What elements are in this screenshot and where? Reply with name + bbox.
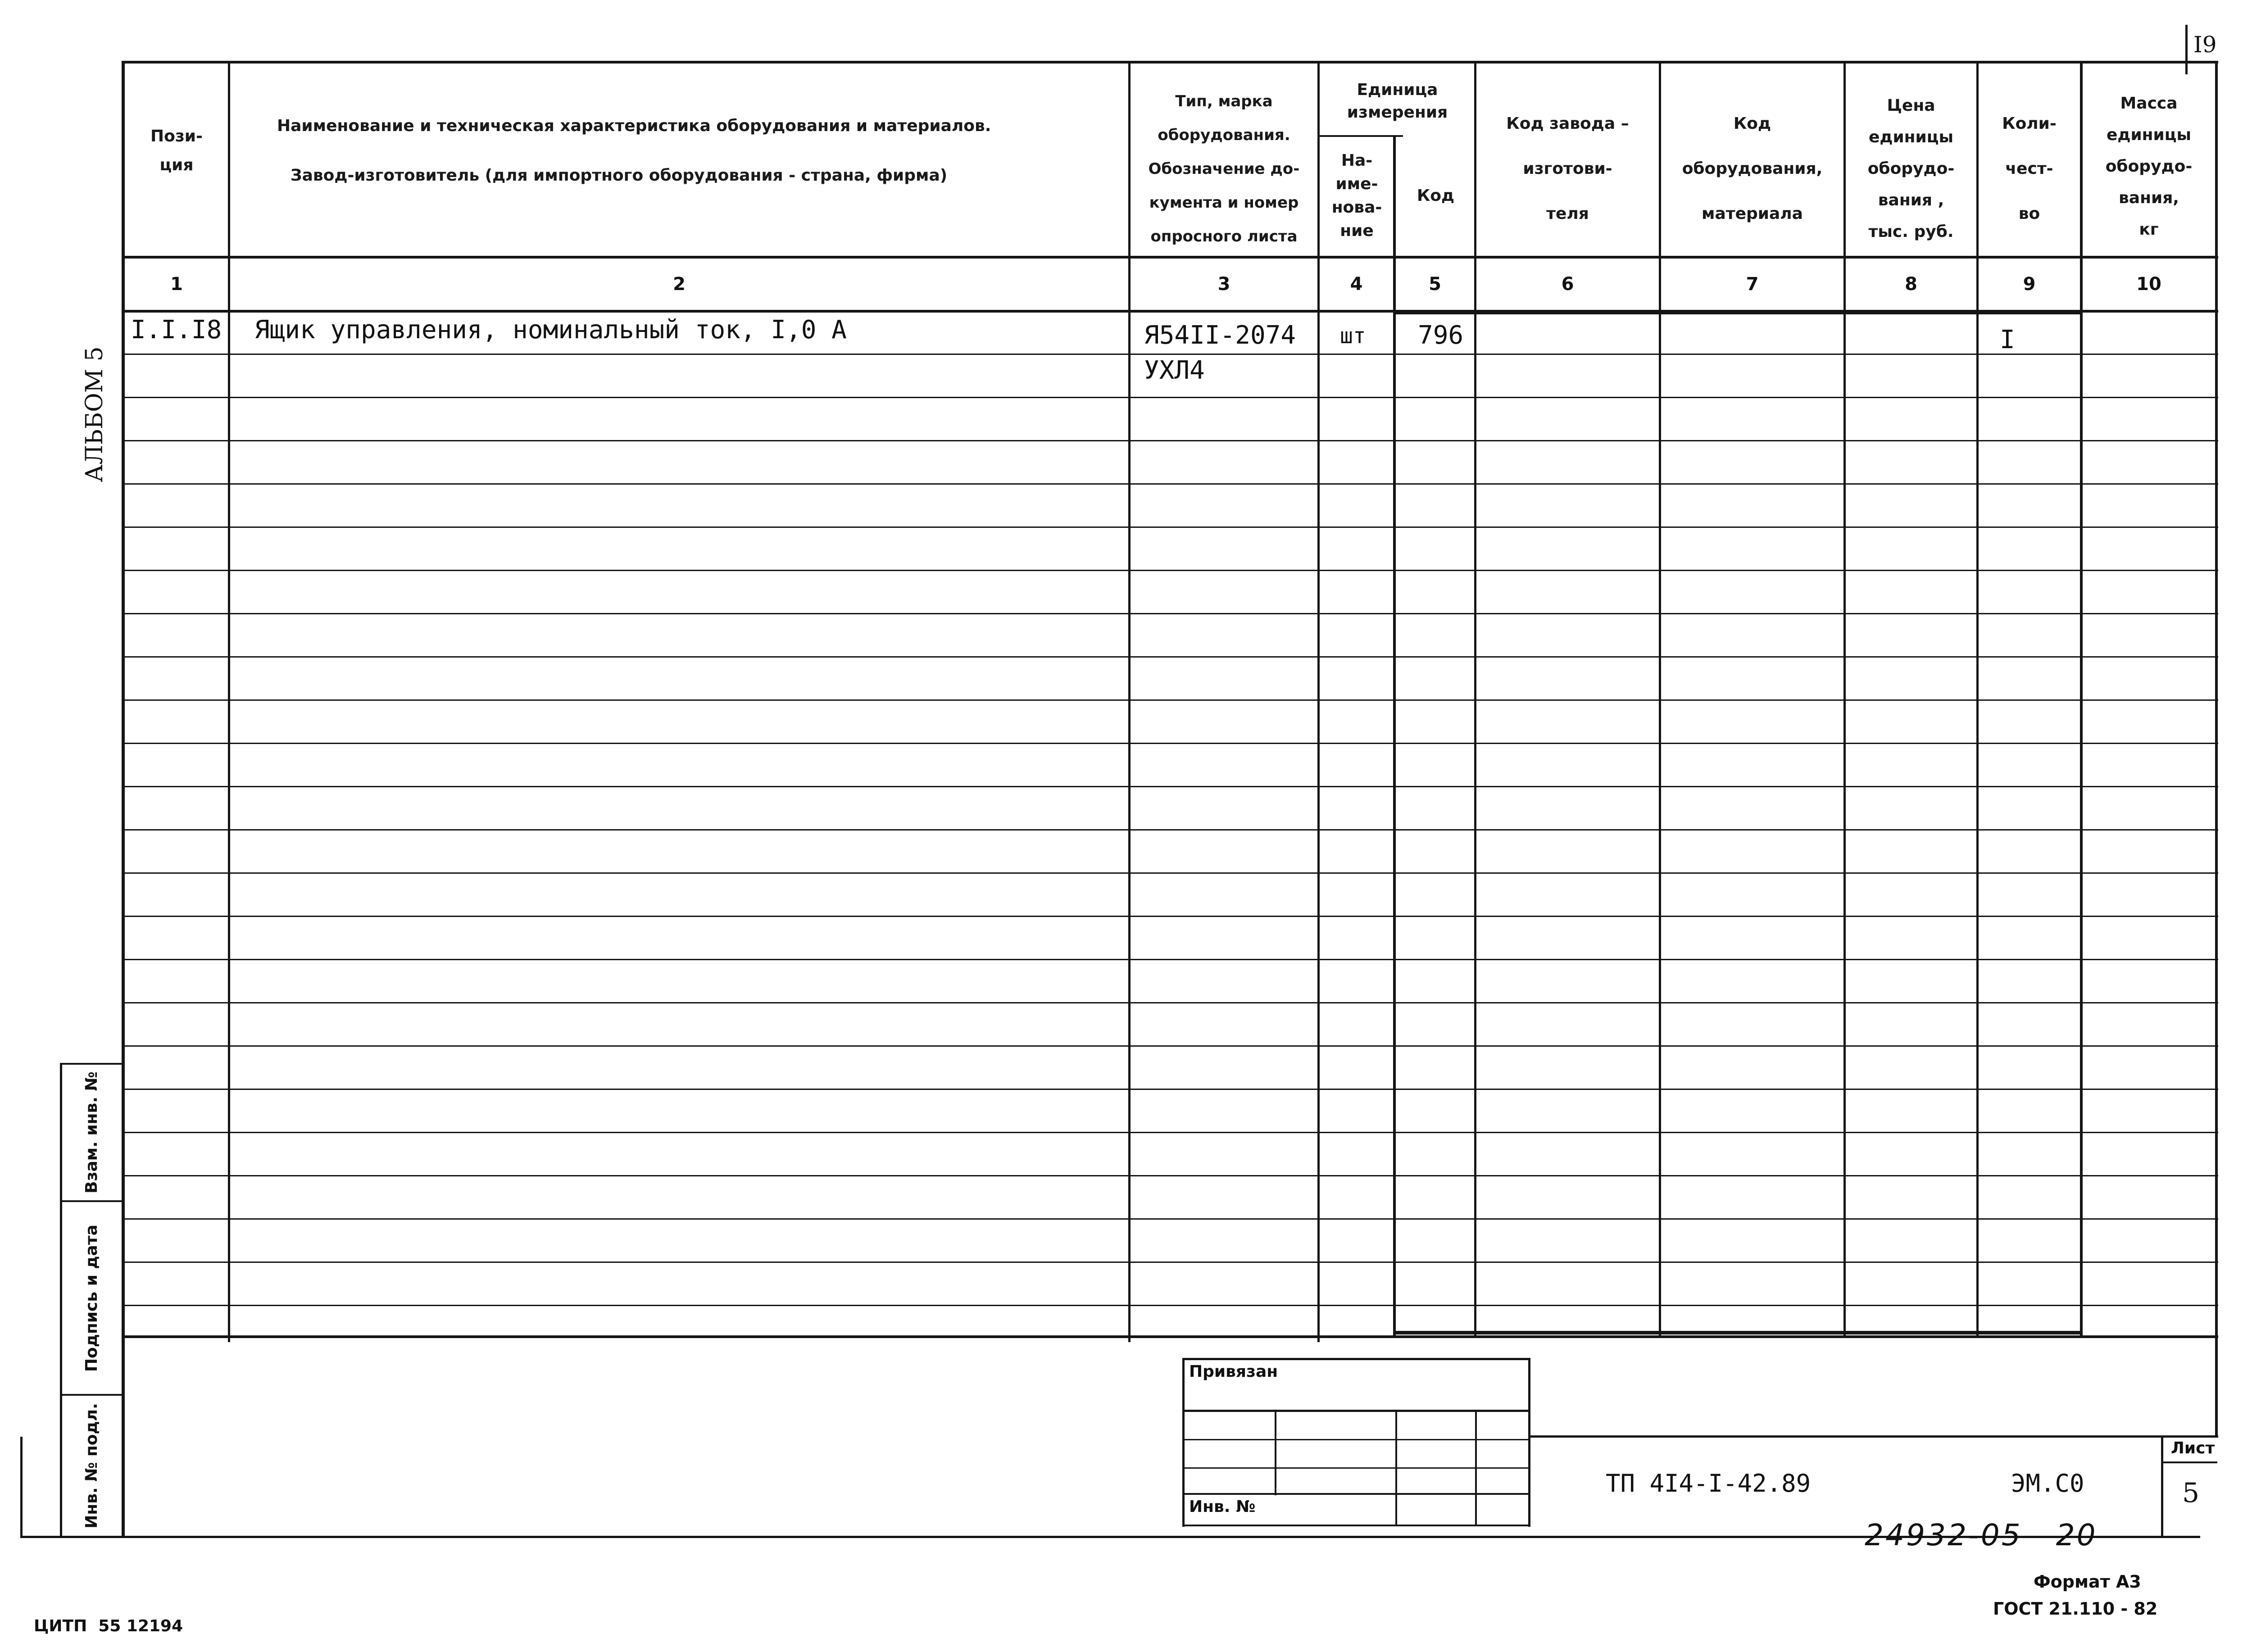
column-number: 10 bbox=[2136, 274, 2161, 295]
document-code: ТП 4I4-I-42.89 bbox=[1606, 1469, 1811, 1498]
header-unit-code: Код bbox=[1417, 186, 1455, 205]
row-rule bbox=[122, 786, 2218, 787]
column-number: 7 bbox=[1746, 274, 1759, 295]
row-quantity: I bbox=[2000, 325, 2015, 354]
stamp-inv-podl: Инв. № подл. bbox=[82, 1403, 101, 1529]
sheet-value: 5 bbox=[2182, 1477, 2200, 1509]
column-number: 2 bbox=[673, 274, 686, 295]
row-rule bbox=[122, 1262, 2218, 1263]
album-label: АЛЬБОМ 5 bbox=[81, 346, 109, 482]
row-rule bbox=[122, 959, 2218, 960]
gost-label: ГОСТ 21.110 - 82 bbox=[1993, 1599, 2158, 1619]
row-type: Я54II-2074 bbox=[1144, 321, 1296, 350]
row-rule bbox=[122, 570, 2218, 571]
row-unit: шт bbox=[1340, 323, 1366, 349]
handwritten-number: 24932-05 20 bbox=[1865, 1518, 2098, 1552]
row-rule bbox=[122, 1045, 2218, 1047]
row-rule bbox=[122, 440, 2218, 441]
stamp-vzam-inv: Взам. инв. № bbox=[82, 1071, 101, 1194]
privyazan-label: Привязан bbox=[1189, 1362, 1278, 1381]
row-rule bbox=[122, 916, 2218, 917]
row-rule bbox=[122, 743, 2218, 744]
sheet-label: Лист bbox=[2171, 1439, 2215, 1457]
header-price: Цена единицы оборудо- вания , тыс. руб. bbox=[1867, 96, 1955, 241]
inv-no-label: Инв. № bbox=[1189, 1498, 1256, 1516]
header-name-line2: Завод-изготовитель (для импортного оборудования - страна, фирма) bbox=[291, 166, 948, 185]
sheet-number: I9 bbox=[2193, 32, 2217, 58]
row-position: I.I.I8 bbox=[131, 315, 222, 345]
header-unit-name: На- име- нова- ние bbox=[1331, 151, 1382, 240]
row-rule bbox=[122, 829, 2218, 831]
row-rule bbox=[122, 613, 2218, 614]
column-number: 1 bbox=[170, 274, 183, 295]
row-type: УХЛ4 bbox=[1144, 356, 1205, 385]
row-rule bbox=[122, 1132, 2218, 1133]
row-name: Ящик управления, номинальный ток, I,0 А bbox=[254, 315, 847, 345]
header-name-line1: Наименование и техническая характеристика оборудования и материалов. bbox=[277, 117, 991, 135]
row-rule bbox=[122, 1002, 2218, 1003]
row-rule bbox=[122, 872, 2218, 874]
row-rule bbox=[122, 699, 2218, 701]
header-factory-code: Код завода – изготови- теля bbox=[1506, 114, 1629, 223]
stamp-podpis-data: Подпись и дата bbox=[82, 1224, 101, 1372]
header-mass: Масса единицы оборудо- вания, кг bbox=[2105, 94, 2193, 239]
row-rule bbox=[122, 354, 2218, 355]
row-rule bbox=[122, 1218, 2218, 1220]
format-label: Формат А3 bbox=[2034, 1572, 2141, 1592]
column-number: 5 bbox=[1429, 274, 1441, 295]
row-rule bbox=[122, 656, 2218, 658]
column-number: 6 bbox=[1561, 274, 1574, 295]
header-type: Тип, марка оборудования. Обозначение до- кумента и номер опросного листа bbox=[1148, 92, 1300, 245]
header-position: Пози- ция bbox=[150, 127, 203, 174]
bottom-left-code: ЦИТП 55 12194 bbox=[34, 1617, 183, 1635]
column-number: 4 bbox=[1350, 274, 1363, 295]
row-unit-code: 796 bbox=[1418, 321, 1464, 350]
document-mark: ЭМ.С0 bbox=[2011, 1469, 2084, 1498]
column-number: 3 bbox=[1217, 274, 1230, 295]
column-number: 8 bbox=[1905, 274, 1917, 295]
header-equipment-code: Код оборудования, материала bbox=[1682, 114, 1823, 223]
row-rule bbox=[122, 1305, 2218, 1306]
row-rule bbox=[122, 526, 2218, 528]
row-rule bbox=[122, 1089, 2218, 1090]
row-rule bbox=[122, 397, 2218, 398]
column-number: 9 bbox=[2023, 274, 2036, 295]
row-rule bbox=[122, 1175, 2218, 1176]
header-quantity: Коли- чест- во bbox=[2002, 114, 2057, 223]
header-unit-group: Единица измерения bbox=[1347, 81, 1448, 122]
row-rule bbox=[122, 483, 2218, 485]
